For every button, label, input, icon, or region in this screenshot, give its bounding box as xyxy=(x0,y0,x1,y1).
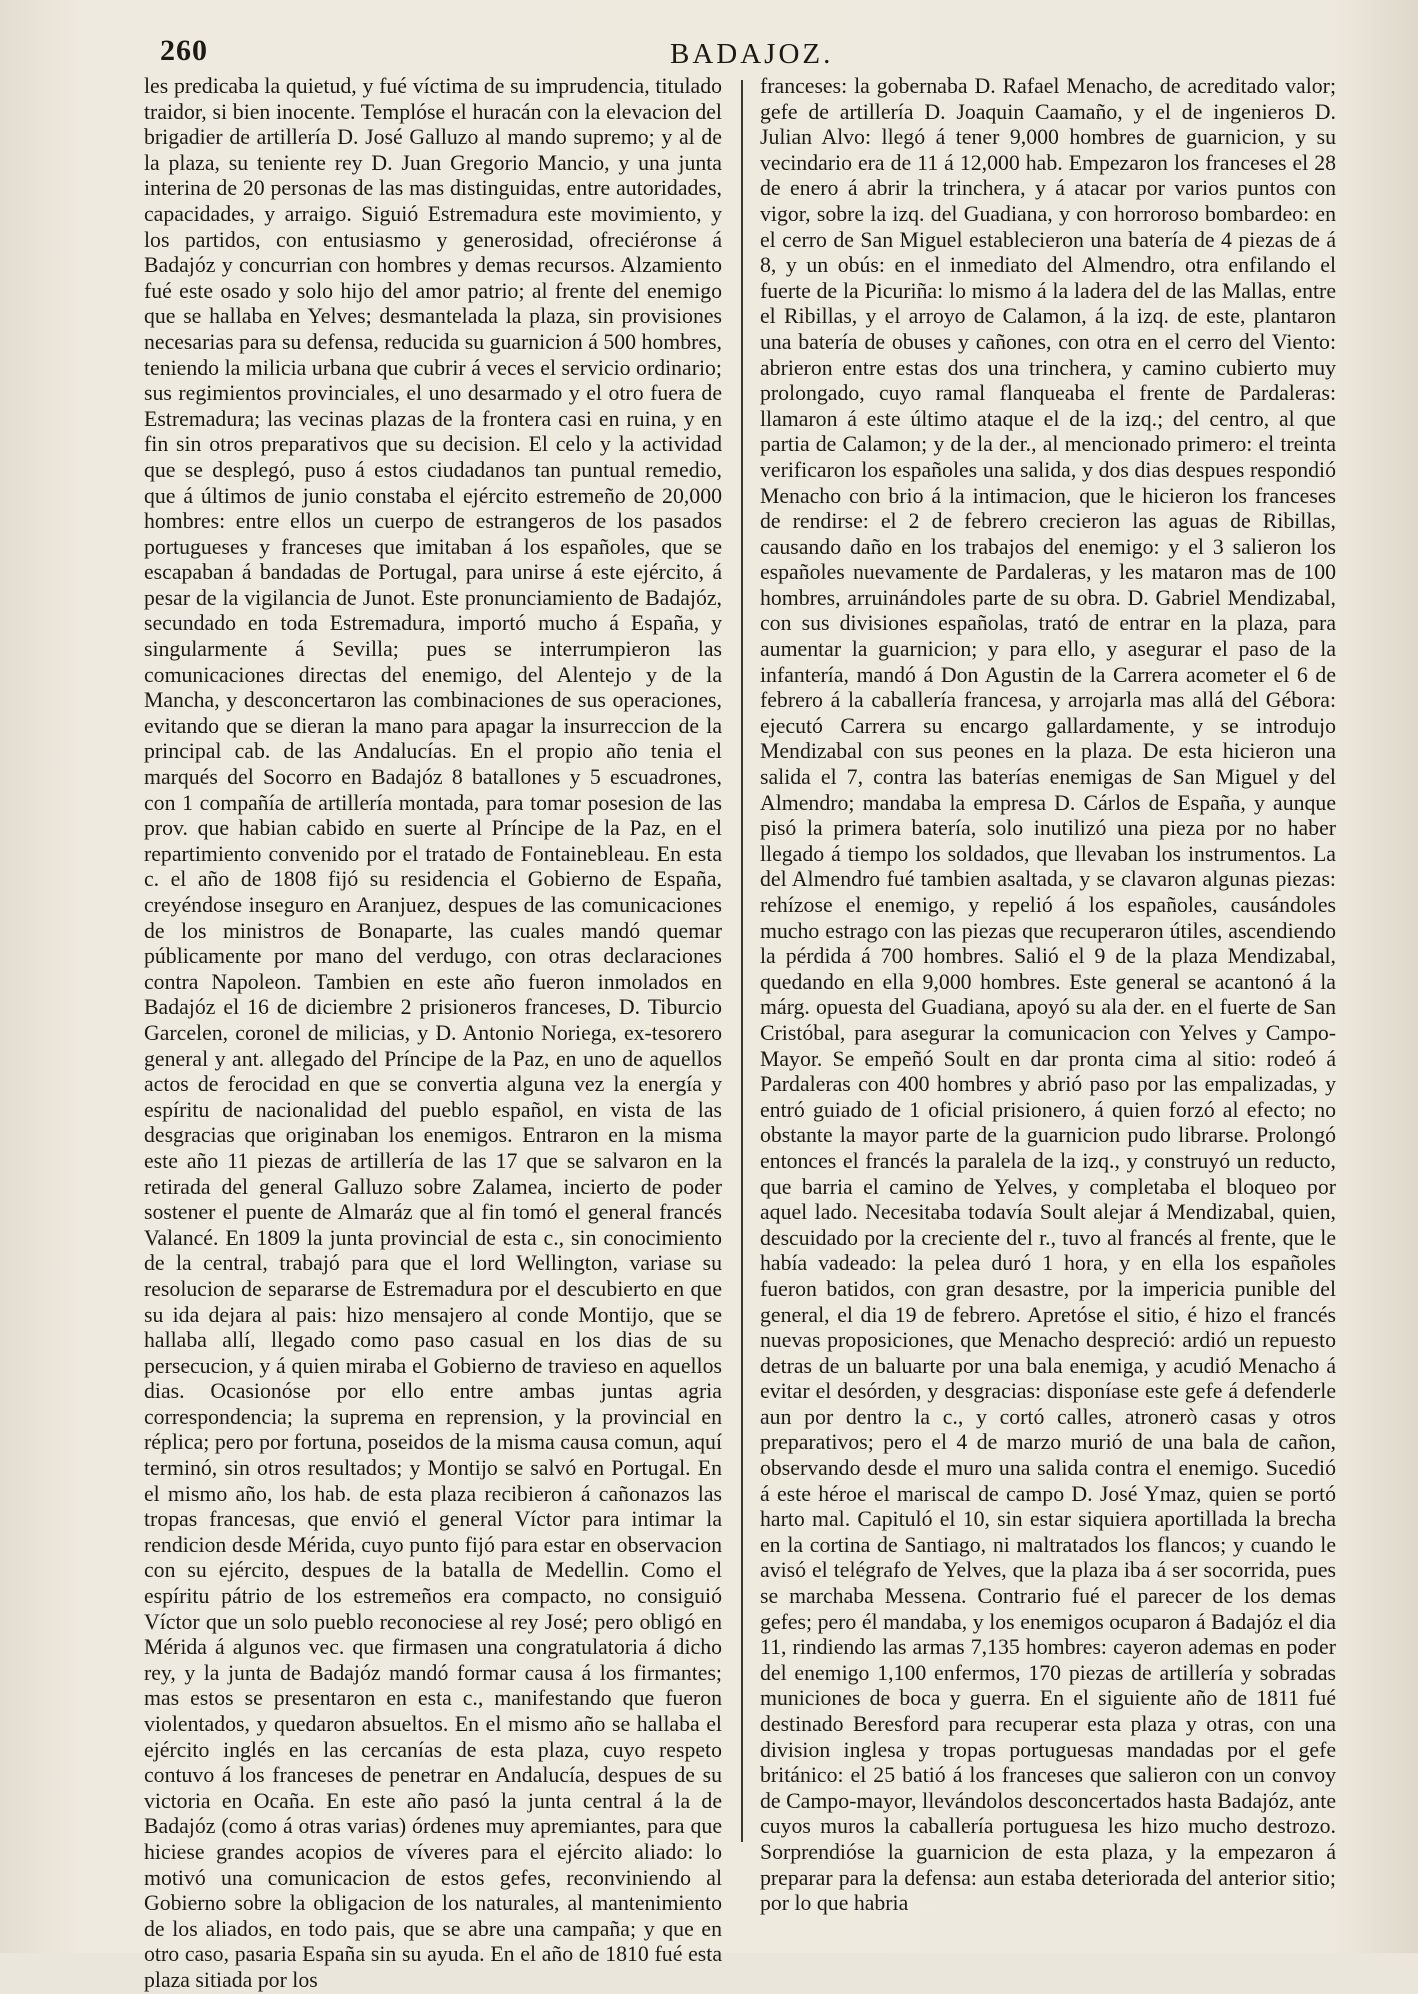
running-title: BADAJOZ. xyxy=(670,38,834,70)
column-divider xyxy=(741,80,743,1842)
page-header xyxy=(160,34,1320,74)
column-text-right: franceses: la gobernaba D. Rafael Menacho, de acreditado valor; gefe de artillería D. Joaquin Caamaño, y el de ingenieros D. Julian Alvo: llegó á tener 9,000 hombres de guarnicion, y su vecindario era de 11 á 12,000 hab. Empezaron los franceses el 28 de enero á abrir la trinchera, y á atacar por varios puntos con vigor, sobre la izq. del Guadiana, y con horroroso bombardeo: en el cerro de San Miguel establecieron una batería de 4 piezas de á 8, y un obús: en el inmediato del Almendro, otra enfilando el fuerte de la Picuriña: lo mismo á la ladera del de las Mallas, entre el Ribillas, y el arroyo de Calamon, á la izq. de este, plantaron una batería de obuses y cañones, con otra en el cerro del Viento: abrieron entre estas dos una trinchera, y camino cubierto muy prolongado, cuyo ramal flanqueaba el frente de Pardaleras: llamaron á este último ataque el de la izq.; del centro, al que partia de Calamon; y de la der., al mencionado primero: el treinta verificaron los españoles una salida, y dos dias despues respondió Menacho con brio á la intimacion, que le hicieron los franceses de rendirse: el 2 de febrero crecieron las aguas de Ribillas, causando daño en los trabajos del enemigo: y el 3 salieron los españoles nuevamente de Pardaleras, y les mataron mas de 100 hombres, arruinándoles parte de su obra. D. Gabriel Mendizabal, con sus divisiones españolas, trató de entrar en la plaza, para aumentar la guarnicion; y para ello, y asegurar el paso de la infantería, mandó á Don Agustin de la Carrera acometer el 6 de febrero á la caballería francesa, y arrojarla mas allá del Gébora: ejecutó Carrera su encargo gallardamente, y se introdujo Mendizabal con sus peones en la plaza. De esta hicieron una salida el 7, contra las baterías enemigas de San Miguel y del Almendro; mandaba la empresa D. Cárlos de España, y aunque pisó la primera batería, solo inutilizó una pieza por no haber llegado á tiempo los soldados, que llevaban los instrumentos. La del Almendro fué tambien asaltada, y se clavaron algunas piezas: rehízose el enemigo, y repelió á los españoles, causándoles mucho estrago con las piezas que recuperaron útiles, ascendiendo la pérdida á 700 hombres. Salió el 9 de la plaza Mendizabal, quedando en ella 9,000 hombres. Este general se acantonó á la márg. opuesta del Guadiana, apoyó su ala der. en el fuerte de San Cristóbal, para asegurar la comunicacion con Yelves y Campo-Mayor. Se empeñó Soult en dar pronta cima al sitio: rodeó á Pardaleras con 400 hombres y abrió paso por las empalizadas, y entró guiado de 1 oficial prisionero, á quien forzó al efecto; no obstante la mayor parte de la guarnicion pudo librarse. Prolongó entonces el francés la paralela de la izq., y construyó un reducto, que barria el camino de Yelves, y completaba el bloqueo por aquel lado. Necesitaba todavía Soult alejar á Mendizabal, quien, descuidado por la creciente del r., tuvo al francés al frente, que le había vadeado: la pelea duró 1 hora, y en ella los españoles fueron batidos, con gran desastre, por la impericia punible del general, el dia 19 de febrero. Apretóse el sitio, é hizo el francés nuevas proposiciones, que Menacho despreció: ardió un repuesto detras de un baluarte por una bala enemiga, y acudió Menacho á evitar el desórden, y desgracias: disponíase este gefe á defenderle aun por dentro la c., y cortó calles, atronerò casas y otros preparativos; pero el 4 de marzo murió de una bala de cañon, observando desde el muro una salida contra el enemigo. Sucedió á este héroe el mariscal de campo D. José Ymaz, quien se portó harto mal. Capituló el 10, sin estar siquiera aportillada la brecha en la cortina de Santiago, ni maltratados los flancos; y cuando le avisó el telégrafo de Yelves, que la plaza iba á ser socorrida, pues se marchaba Messena. Contrario fué el parecer de los demas gefes; pero él mandaba, y los enemigos ocuparon á Badajóz el dia 11, rindiendo las armas 7,135 hombres: cayeron ademas en poder del enemigo 1,100 enfermos, 170 piezas de artillería y sobradas municiones de boca y guerra. En el siguiente año de 1811 fué destinado Beresford para recuperar esta plaza y otras, con una division inglesa y tropas portuguesas mandadas por el gefe británico: el 25 batió á los franceses que salieron con un convoy de Campo-mayor, llevándolos desconcertados hasta Badajóz, ante cuyos muros la caballería portuguesa les hizo mucho destrozo. Sorprendióse la guarnicion de esta plaza, y la empezaron á preparar para la defensa: aun estaba deteriorada del anterior sitio; por lo que habria xyxy=(760,74,1336,1916)
text-column-left xyxy=(144,74,723,1992)
column-text-left: les predicaba la quietud, y fué víctima de su imprudencia, titulado traidor, si bien inocente. Templóse el huracán con la elevacion del brigadier de artillería D. José Galluzo al mando supremo; y al de la plaza, su teniente rey D. Juan Gregorio Mancio, y una junta interina de 20 personas de las mas distinguidas, entre autoridades, capacidades, y arraigo. Siguió Estremadura este movimiento, y los partidos, con entusiasmo y generosidad, ofreciéronse á Badajóz y concurrian con hombres y demas recursos. Alzamiento fué este osado y solo hijo del amor patrio; al frente del enemigo que se hallaba en Yelves; desmantelada la plaza, sin provisiones necesarias para su defensa, reducida su guarnicion á 500 hombres, teniendo la milicia urbana que cubrir á veces el servicio ordinario; sus regimientos provinciales, el uno desarmado y el otro fuera de Estremadura; las vecinas plazas de la frontera casi en ruina, y en fin sin otros preparativos que su decision. El celo y la actividad que se desplegó, puso á estos ciudadanos tan puntual remedio, que á últimos de junio constaba el ejército estremeño de 20,000 hombres: entre ellos un cuerpo de estrangeros de los pasados portugueses y franceses que imitaban á los españoles, que se escapaban á bandadas de Portugal, para unirse á este ejército, á pesar de la vigilancia de Junot. Este pronunciamiento de Badajóz, secundado en toda Estremadura, importó mucho á España, y singularmente á Sevilla; pues se interrumpieron las comunicaciones directas del enemigo, del Alentejo y de la Mancha, y desconcertaron las combinaciones de sus operaciones, evitando que se dieran la mano para apagar la insurreccion de la principal cab. de las Andalucías. En el propio año tenia el marqués del Socorro en Badajóz 8 batallones y 5 escuadrones, con 1 compañía de artillería montada, para tomar posesion de las prov. que habian cabido en suerte al Príncipe de la Paz, en el repartimiento convenido por el tratado de Fontainebleau. En esta c. el año de 1808 fijó su residencia el Gobierno de España, creyéndose inseguro en Aranjuez, despues de las comunicaciones de los ministros de Bonaparte, las cuales mandó quemar públicamente por mano del verdugo, con otras declaraciones contra Napoleon. Tambien en este año fueron inmolados en Badajóz el 16 de diciembre 2 prisioneros franceses, D. Tiburcio Garcelen, coronel de milicias, y D. Antonio Noriega, ex-tesorero general y ant. allegado del Príncipe de la Paz, en uno de aquellos actos de ferocidad en que se convertia alguna vez la energía y espíritu de nacionalidad del pueblo español, en vista de las desgracias que originaban los enemigos. Entraron en la misma este año 11 piezas de artillería de las 17 que se salvaron en la retirada del general Galluzo sobre Zalamea, incierto de poder sostener el puente de Almaráz que al fin tomó el general francés Valancé. En 1809 la junta provincial de esta c., sin conocimiento de la central, trabajó para que el lord Wellington, variase su resolucion de separarse de Estremadura por el descubierto en que su ida dejara al pais: hizo mensajero al conde Montijo, que se hallaba allí, llegado como paso casual en los dias de su persecucion, y á quien miraba el Gobierno de travieso en aquellos dias. Ocasionóse por ello entre ambas juntas agria correspondencia; la suprema en reprension, y la provincial en réplica; pero por fortuna, poseidos de la misma causa comun, aquí terminó, sin otros resultados; y Montijo se salvó en Portugal. En el mismo año, los hab. de esta plaza recibieron á cañonazos las tropas francesas, que envió el general Víctor para intimar la rendicion desde Mérida, cuyo punto fijó para estar en observacion con su ejército, despues de la batalla de Medellin. Como el espíritu pátrio de los estremeños era compacto, no consiguió Víctor que un solo pueblo reconociese al rey José; pero obligó en Mérida á algunos vec. que firmasen una congratulatoria á dicho rey, y la junta de Badajóz mandó formar causa á los firmantes; mas estos se presentaron en esta c., manifestando que fueron violentados, y quedaron absueltos. En el mismo año se hallaba el ejército inglés en las cercanías de esta plaza, cuyo respeto contuvo á los franceses de penetrar en Andalucía, despues de su victoria en Ocaña. En este año pasó la junta central á la de Badajóz (como á otras varias) órdenes muy apremiantes, para que hiciese grandes acopios de víveres para el ejército aliado: lo motivó una comunicacion de estos gefes, reconviniendo al Gobierno sobre la obligacion de los naturales, al mantenimiento de los aliados, en todo pais, que se abre una campaña; y que en otro caso, pasaria España sin su ayuda. En el año de 1810 fué esta plaza sitiada por los xyxy=(144,74,723,1992)
page-number: 260 xyxy=(160,34,208,67)
text-column-right xyxy=(760,74,1336,1916)
